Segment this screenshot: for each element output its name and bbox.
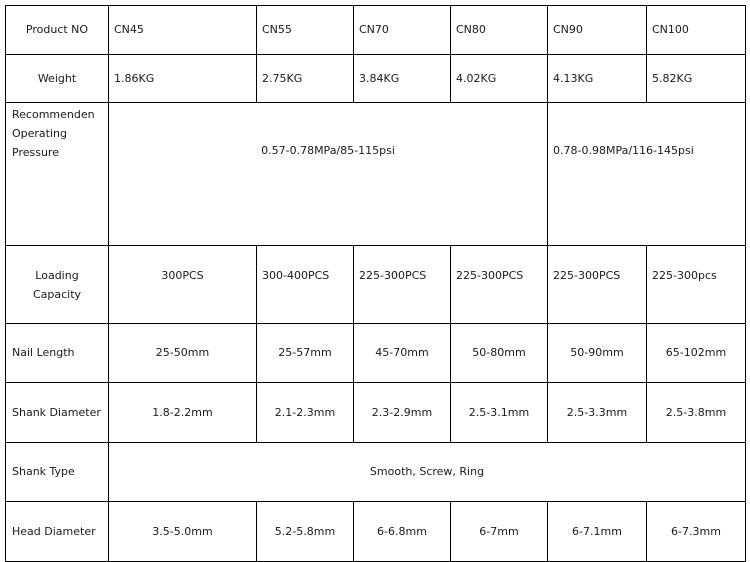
row-loading-capacity <box>6 246 746 324</box>
label-weight: Weight <box>6 55 109 103</box>
shank-diameter-cn90: 2.5-3.3mm <box>548 383 647 443</box>
nailer-spec-table <box>5 5 746 562</box>
weight-cn100: 5.82KG <box>647 55 746 103</box>
label-pressure-line-1: Recommenden <box>12 108 95 121</box>
head-diameter-cn45: 3.5-5.0mm <box>109 502 257 562</box>
model-cn45: CN45 <box>109 6 257 55</box>
pressure-range-low: 0.57-0.78MPa/85-115psi <box>109 103 548 246</box>
weight-cn80: 4.02KG <box>451 55 548 103</box>
row-weight <box>6 55 746 103</box>
label-pressure-line-3: Pressure <box>12 146 59 159</box>
shank-diameter-cn100: 2.5-3.8mm <box>647 383 746 443</box>
nail-length-cn100: 65-102mm <box>647 324 746 383</box>
head-diameter-cn80: 6-7mm <box>451 502 548 562</box>
nail-length-cn80: 50-80mm <box>451 324 548 383</box>
nail-length-cn45: 25-50mm <box>109 324 257 383</box>
head-diameter-cn55: 5.2-5.8mm <box>257 502 354 562</box>
loading-cn80: 225-300PCS <box>451 246 548 324</box>
label-product-no: Product NO <box>6 6 109 55</box>
head-diameter-cn100: 6-7.3mm <box>647 502 746 562</box>
row-product-no <box>6 6 746 55</box>
label-pressure <box>6 103 109 246</box>
loading-cn70: 225-300PCS <box>354 246 451 324</box>
shank-diameter-cn70: 2.3-2.9mm <box>354 383 451 443</box>
label-loading-capacity <box>6 246 109 324</box>
head-diameter-cn90: 6-7.1mm <box>548 502 647 562</box>
loading-cn100: 225-300pcs <box>647 246 746 324</box>
pressure-range-high: 0.78-0.98MPa/116-145psi <box>548 103 746 246</box>
nail-length-cn90: 50-90mm <box>548 324 647 383</box>
row-shank-type <box>6 443 746 502</box>
loading-cn55: 300-400PCS <box>257 246 354 324</box>
shank-type-value: Smooth, Screw, Ring <box>109 443 746 502</box>
head-diameter-cn70: 6-6.8mm <box>354 502 451 562</box>
nail-length-cn70: 45-70mm <box>354 324 451 383</box>
label-loading-line-2: Capacity <box>32 287 82 301</box>
model-cn80: CN80 <box>451 6 548 55</box>
model-cn70: CN70 <box>354 6 451 55</box>
label-shank-type: Shank Type <box>6 443 109 502</box>
loading-cn45: 300PCS <box>109 246 257 324</box>
model-cn55: CN55 <box>257 6 354 55</box>
weight-cn90: 4.13KG <box>548 55 647 103</box>
row-nail-length <box>6 324 746 383</box>
shank-diameter-cn80: 2.5-3.1mm <box>451 383 548 443</box>
row-pressure <box>6 103 746 246</box>
row-head-diameter <box>6 502 746 562</box>
shank-diameter-cn45: 1.8-2.2mm <box>109 383 257 443</box>
label-shank-diameter: Shank Diameter <box>6 383 109 443</box>
label-head-diameter: Head Diameter <box>6 502 109 562</box>
weight-cn45: 1.86KG <box>109 55 257 103</box>
weight-cn70: 3.84KG <box>354 55 451 103</box>
shank-diameter-cn55: 2.1-2.3mm <box>257 383 354 443</box>
model-cn100: CN100 <box>647 6 746 55</box>
label-pressure-line-2: Operating <box>12 127 67 140</box>
weight-cn55: 2.75KG <box>257 55 354 103</box>
nail-length-cn55: 25-57mm <box>257 324 354 383</box>
label-loading-line-1: Loading <box>35 268 79 282</box>
loading-cn90: 225-300PCS <box>548 246 647 324</box>
row-shank-diameter <box>6 383 746 443</box>
label-nail-length: Nail Length <box>6 324 109 383</box>
model-cn90: CN90 <box>548 6 647 55</box>
